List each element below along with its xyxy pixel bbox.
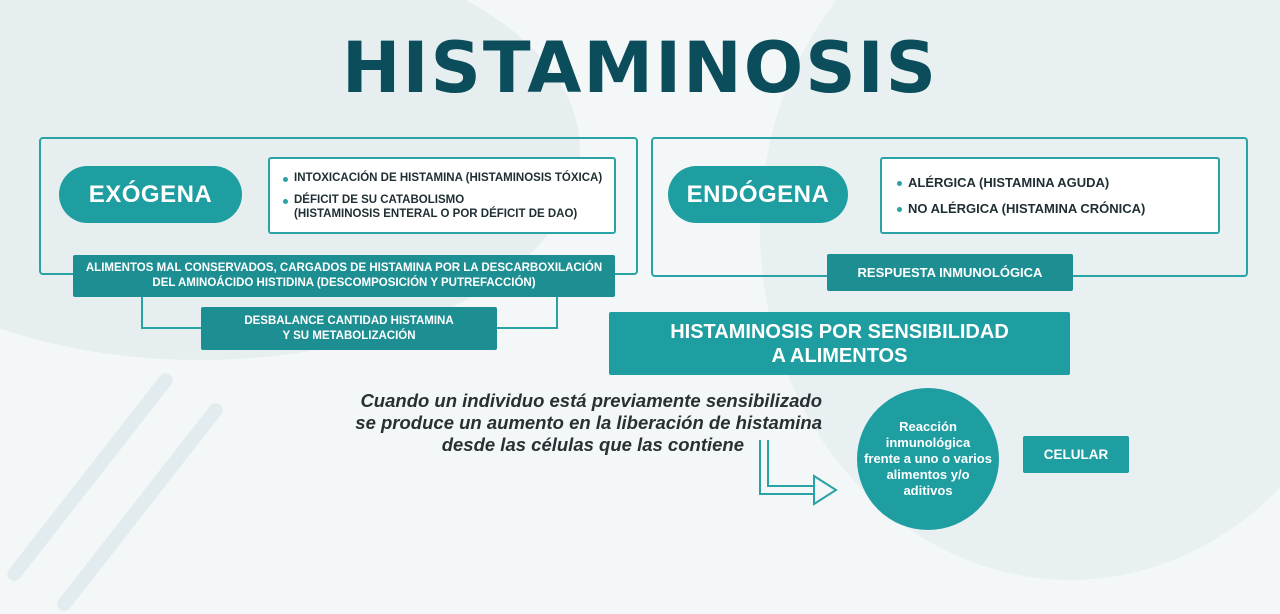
background-stroke — [54, 400, 225, 614]
sensibilidad-line-1: HISTAMINOSIS POR SENSIBILIDAD — [670, 320, 1009, 343]
reaccion-line-5: aditivos — [903, 483, 953, 498]
reaccion-line-2: inmunológica — [885, 435, 971, 450]
page-title: HISTAMINOSIS — [341, 27, 939, 109]
endogena-list — [896, 175, 1208, 217]
desbalance-bar — [201, 307, 497, 350]
respuesta-bar: RESPUESTA INMUNOLÓGICA — [827, 254, 1073, 291]
description-line-1: Cuando un individuo está previamente sensibilizado — [360, 390, 822, 411]
alimentos-line-1: ALIMENTOS MAL CONSERVADOS, CARGADOS DE HISTAMINA POR LA DESCARBOXILACIÓN — [85, 262, 603, 274]
description-text — [330, 390, 822, 456]
sensibilidad-text — [670, 320, 1009, 368]
reaccion-line-1: Reacción — [899, 419, 957, 434]
endogena-pill: ENDÓGENA — [668, 166, 848, 223]
endogena-list-box — [880, 157, 1220, 234]
alimentos-bar — [73, 255, 615, 297]
sensibilidad-bar — [609, 312, 1070, 375]
alimentos-text — [86, 261, 602, 291]
celular-badge: CELULAR — [1023, 436, 1129, 473]
reaccion-line-4: alimentos y/o — [886, 467, 970, 482]
exogena-list-box — [268, 157, 616, 234]
exogena-pill: EXÓGENA — [59, 166, 242, 223]
desbalance-text — [244, 314, 453, 344]
endogena-item-no-alergica: NO ALÉRGICA (HISTAMINA CRÓNICA) — [896, 201, 1208, 217]
reaccion-circle — [857, 388, 999, 530]
exogena-item-deficit-title: DÉFICIT DE SU CATABOLISMO — [294, 194, 465, 206]
description-line-3: desde las células que las contiene — [441, 434, 744, 455]
background-stroke — [4, 370, 175, 584]
endogena-item-alergica: ALÉRGICA (HISTAMINA AGUDA) — [896, 175, 1208, 191]
desbalance-line-1: DESBALANCE CANTIDAD HISTAMINA — [244, 314, 454, 327]
alimentos-line-2: DEL AMINOÁCIDO HISTIDINA (DESCOMPOSICIÓN Y PUTREFACCIÓN) — [152, 277, 536, 289]
sensibilidad-line-2: A ALIMENTOS — [771, 344, 908, 367]
exogena-item-intoxicacion: INTOXICACIÓN DE HISTAMINA (HISTAMINOSIS TÓXICA) — [282, 171, 604, 185]
exogena-item-deficit — [282, 193, 604, 221]
desbalance-line-2: Y SU METABOLIZACIÓN — [282, 329, 416, 342]
exogena-list — [282, 171, 604, 221]
down-right-arrow-icon — [752, 436, 842, 508]
description-line-2: se produce un aumento en la liberación de histamina — [355, 412, 822, 433]
reaccion-text — [864, 419, 992, 499]
exogena-item-deficit-detail: (HISTAMINOSIS ENTERAL O POR DÉFICIT DE DAO) — [294, 208, 578, 220]
reaccion-line-3: frente a uno o varios — [864, 451, 992, 466]
